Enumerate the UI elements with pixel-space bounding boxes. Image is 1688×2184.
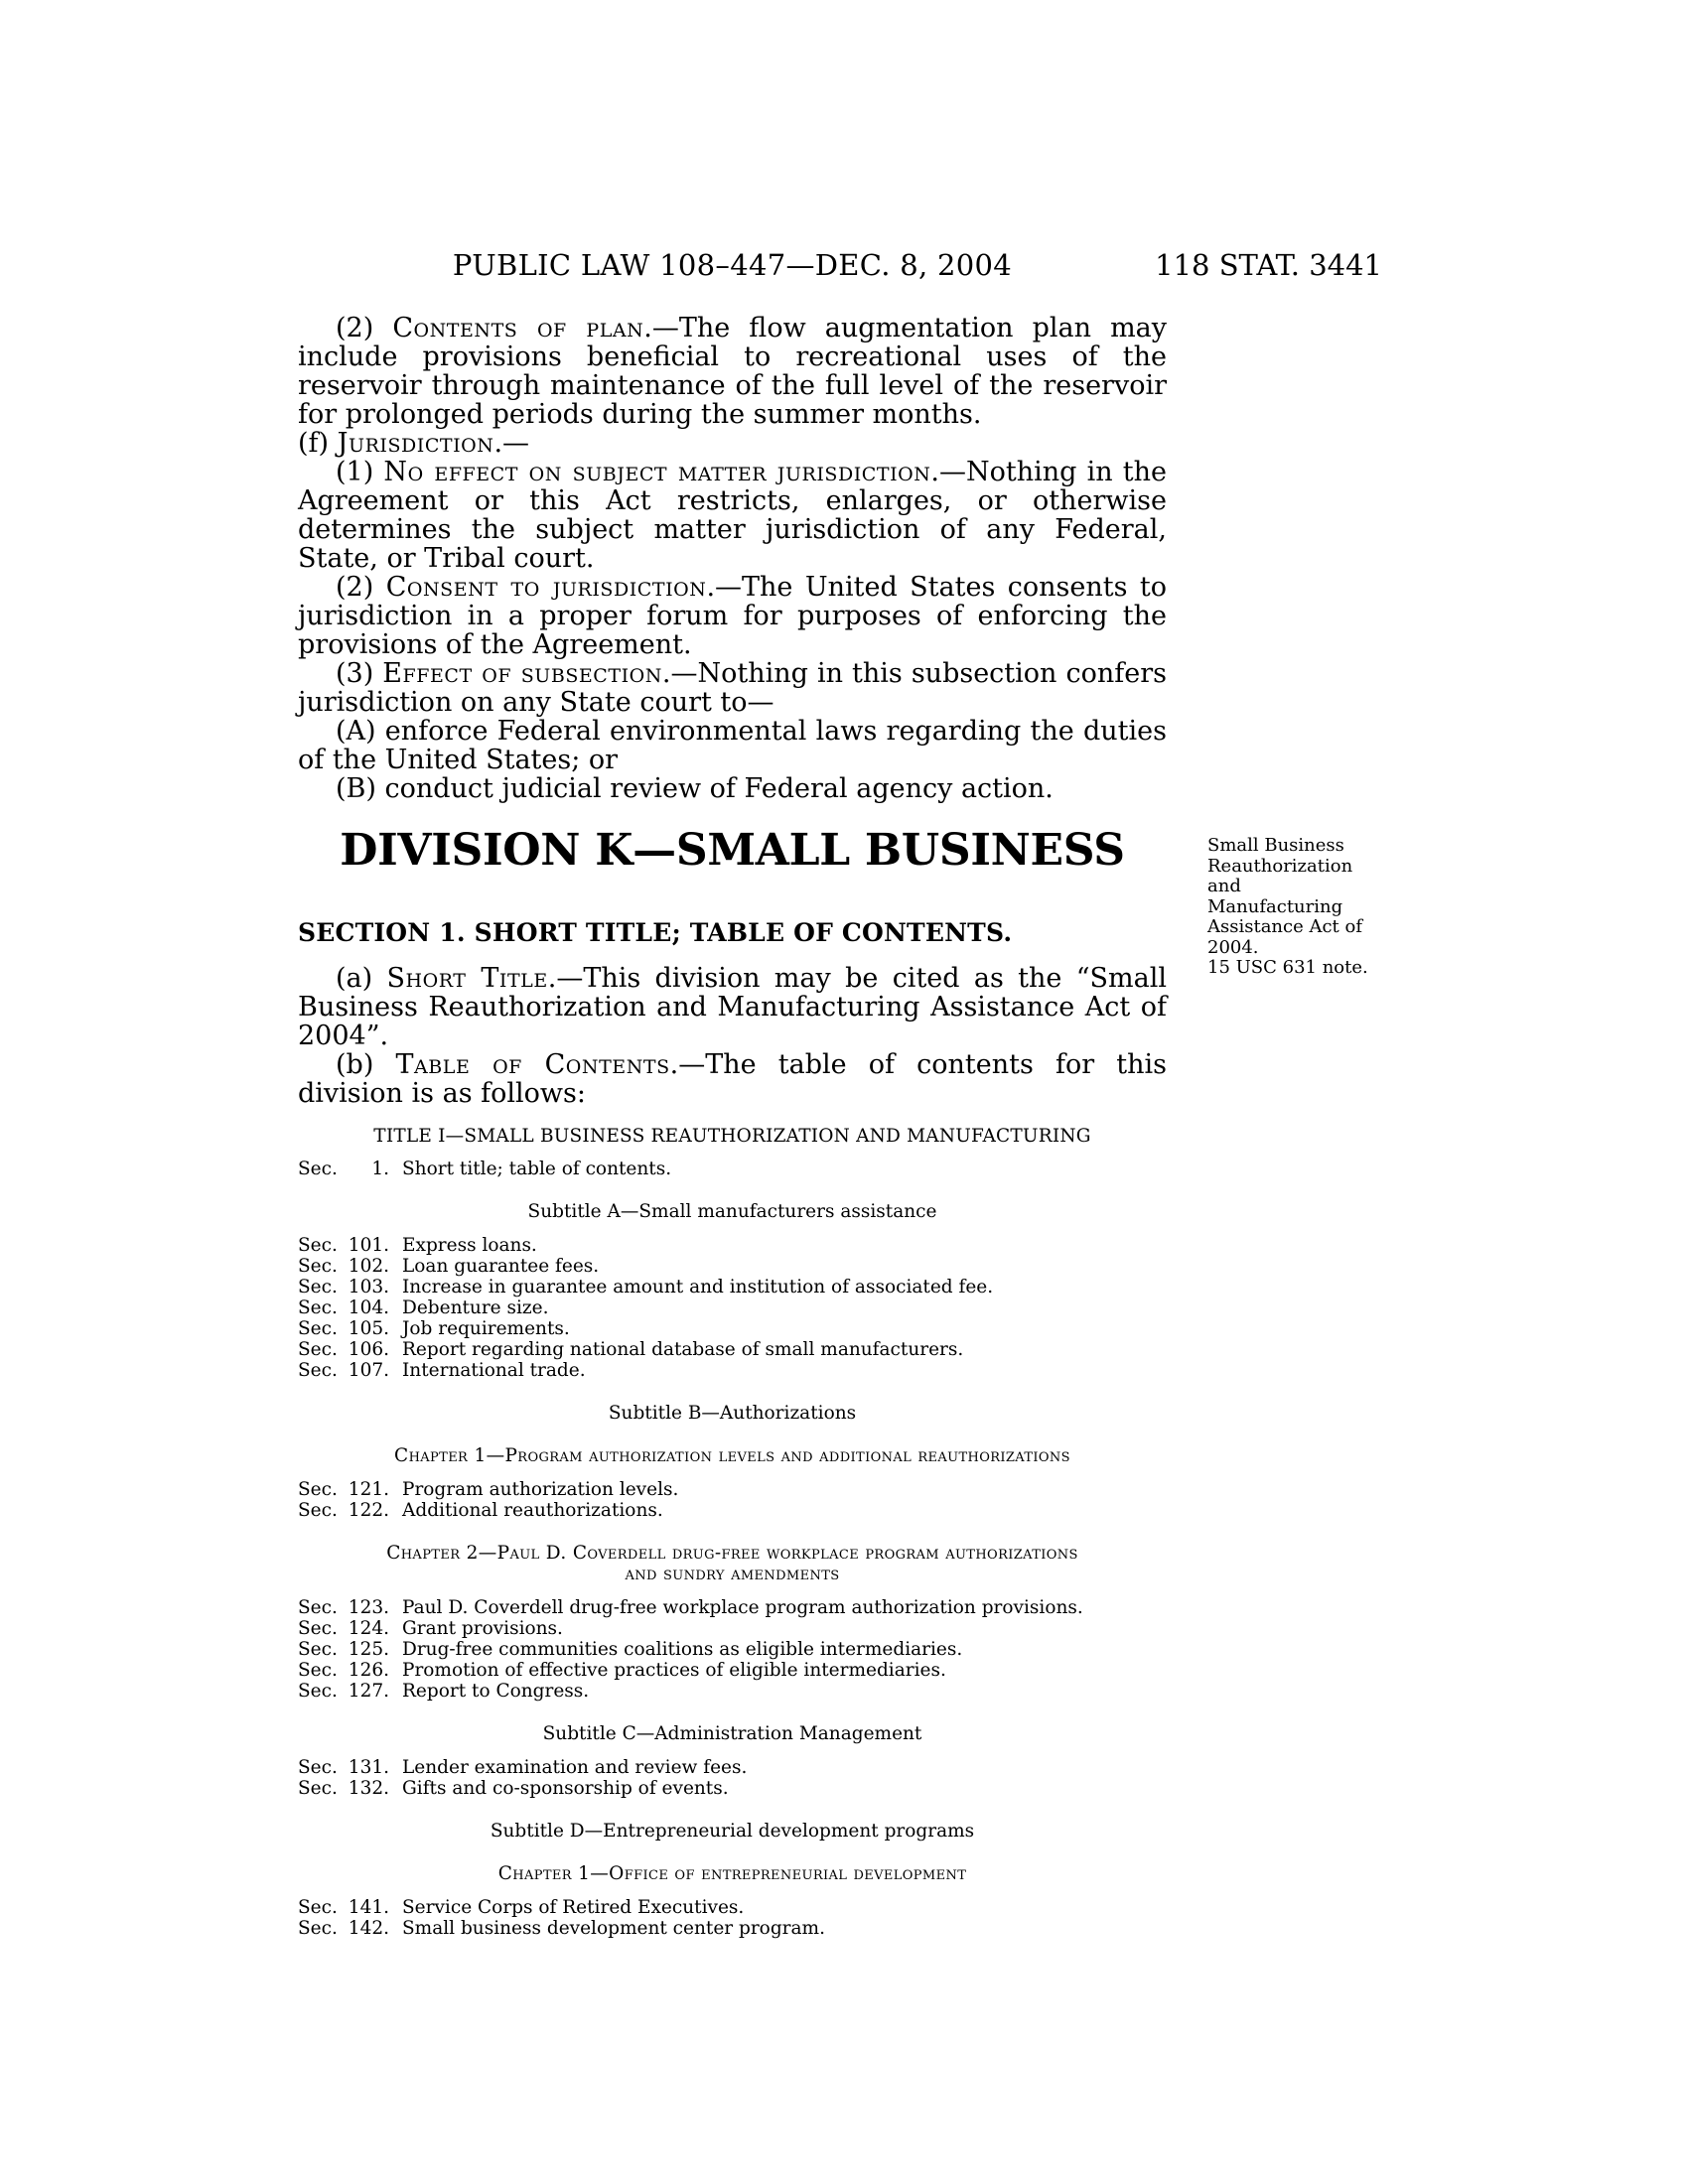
body-paragraph [298, 429, 1167, 458]
paragraph-text: .—Nothing in the Agreement or this Act restricts, enlarges, or otherwise determines the subject matter jurisdiction of any Federal, State, or Tribal court. [298, 457, 1167, 574]
toc-entry [298, 1897, 1167, 1918]
paragraph-text: .—The United States consents to jurisdiction in a proper forum for purposes of enforcing the provisions of the Agreement. [298, 572, 1168, 660]
toc-entry-text: Service Corps of Retired Executives. [402, 1897, 745, 1918]
smallcaps-term: Effect of subsection [382, 658, 662, 689]
toc-entry-number: 107. [348, 1360, 389, 1381]
toc-chapter-heading [298, 1445, 1167, 1466]
toc-entry-number: 127. [348, 1681, 389, 1702]
toc-entry-number: 101. [348, 1235, 389, 1256]
toc-entry-sec-label: Sec. [298, 1597, 338, 1618]
toc-entry-sec-label: Sec. [298, 1918, 338, 1939]
toc-entry-sec-label: Sec. [298, 1757, 338, 1778]
toc-entry [298, 1235, 1167, 1256]
toc-chapter-heading [298, 1863, 1167, 1884]
toc-entry-text: Express loans. [402, 1235, 537, 1256]
toc-entry-number: 1. [371, 1159, 389, 1179]
toc-entry [298, 1339, 1167, 1360]
toc-entry [298, 1681, 1167, 1702]
toc-entry-text: International trade. [402, 1360, 586, 1381]
toc-entry-sec-label: Sec. [298, 1639, 338, 1660]
margin-note [1207, 958, 1392, 979]
main-text-column [298, 314, 1167, 1939]
toc-subtitle-heading: Subtitle D—Entrepreneurial development programs [490, 1821, 975, 1842]
body-paragraph [298, 458, 1167, 573]
toc-entry-text: Promotion of effective practices of eligible intermediaries. [402, 1660, 946, 1681]
paragraph-text: .—Nothing in this subsection confers jurisdiction on any State court to— [298, 658, 1167, 718]
toc-entry-text: Report regarding national database of small manufacturers. [402, 1339, 964, 1360]
body-paragraphs-section [298, 964, 1167, 1108]
paragraph-text: (3) [336, 658, 383, 689]
paragraph-text: (1) [336, 457, 384, 487]
toc-entry [298, 1297, 1167, 1318]
toc-entry-text: Lender examination and review fees. [402, 1757, 748, 1778]
toc-entry [298, 1277, 1167, 1297]
paragraph-text: (2) [336, 313, 393, 343]
toc-entry [298, 1597, 1167, 1618]
smallcaps-term: No effect on subject matter jurisdiction [383, 457, 931, 487]
paragraph-text: (A) enforce Federal environmental laws regarding the duties of the United States; or [298, 716, 1167, 775]
toc-entry-sec-label: Sec. [298, 1681, 338, 1702]
toc-entry-text: Gifts and co-sponsorship of events. [402, 1778, 729, 1799]
toc-entry-sec-label: Sec. [298, 1897, 338, 1918]
body-paragraphs-top [298, 314, 1167, 803]
toc-entry-number: 132. [348, 1778, 389, 1799]
toc-entry-sec-label: Sec. [298, 1479, 338, 1500]
smallcaps-term: Short Title [386, 963, 548, 994]
toc-chapter-heading [298, 1543, 1167, 1584]
toc-entry-number: 102. [348, 1256, 389, 1277]
toc-entry-sec-label: Sec. [298, 1500, 338, 1521]
toc-entry-text: Program authorization levels. [402, 1479, 679, 1500]
toc-entry [298, 1318, 1167, 1339]
paragraph-text: (f) [298, 428, 338, 459]
toc-entry-sec-label: Sec. [298, 1159, 338, 1179]
toc-entry [298, 1639, 1167, 1660]
toc-entry-number: 123. [348, 1597, 389, 1618]
toc-entry [298, 1479, 1167, 1500]
toc-entry-number: 121. [348, 1479, 389, 1500]
toc-entry [298, 1360, 1167, 1381]
margin-note [1207, 836, 1392, 958]
toc-entry-number: 104. [348, 1297, 389, 1318]
smallcaps-term: Contents of plan [392, 313, 644, 343]
margin-note-line: 2004. [1207, 936, 1259, 958]
toc-entry-text: Grant provisions. [402, 1618, 563, 1639]
body-paragraph [298, 717, 1167, 774]
body-paragraph [298, 573, 1167, 659]
body-paragraph [298, 314, 1167, 429]
paragraph-text: (2) [336, 572, 386, 603]
running-header-stat-number: 118 STAT. 3441 [1155, 248, 1382, 282]
paragraph-text: (a) [336, 963, 387, 994]
toc-entry-sec-label: Sec. [298, 1277, 338, 1297]
table-of-contents [298, 1126, 1167, 1939]
toc-entry-text: Drug-free communities coalitions as eligible intermediaries. [402, 1639, 963, 1660]
toc-entry-text: Short title; table of contents. [402, 1159, 672, 1179]
toc-entry [298, 1159, 1167, 1179]
section-heading: SECTION 1. SHORT TITLE; TABLE OF CONTENTS. [298, 918, 1013, 947]
toc-entry-text: Job requirements. [402, 1318, 570, 1339]
toc-chapter-line: Chapter 2—Paul D. Coverdell drug-free workplace program authorizations [386, 1543, 1078, 1564]
toc-entry-text: Loan guarantee fees. [402, 1256, 600, 1277]
toc-entry-number: 131. [348, 1757, 389, 1778]
toc-entry-number: 142. [348, 1918, 389, 1939]
toc-entry-number: 122. [348, 1500, 389, 1521]
toc-entry-text: Additional reauthorizations. [402, 1500, 663, 1521]
toc-entry [298, 1660, 1167, 1681]
margin-note-line: Reauthorization [1207, 855, 1353, 877]
toc-entry-sec-label: Sec. [298, 1318, 338, 1339]
toc-entry-text: Small business development center program. [402, 1918, 825, 1939]
toc-entry-sec-label: Sec. [298, 1360, 338, 1381]
toc-entry-sec-label: Sec. [298, 1235, 338, 1256]
toc-entry-sec-label: Sec. [298, 1618, 338, 1639]
paragraph-text: (B) conduct judicial review of Federal agency action. [336, 773, 1054, 804]
toc-entry [298, 1618, 1167, 1639]
margin-notes-column [1207, 836, 1392, 979]
toc-subtitle-heading: Subtitle C—Administration Management [542, 1723, 922, 1744]
toc-entry-text: Debenture size. [402, 1297, 549, 1318]
paragraph-text: .—The table of contents for this division is as follows: [298, 1049, 1167, 1109]
margin-note-line: 15 USC 631 note. [1207, 957, 1368, 978]
toc-entry [298, 1500, 1167, 1521]
toc-entry-number: 141. [348, 1897, 389, 1918]
smallcaps-term: Table of Contents [395, 1049, 670, 1080]
body-paragraph [298, 964, 1167, 1050]
running-header-law-title: PUBLIC LAW 108–447—DEC. 8, 2004 [452, 248, 1013, 282]
margin-note-line: and [1207, 876, 1241, 896]
toc-entry-sec-label: Sec. [298, 1297, 338, 1318]
toc-title-heading: TITLE I—SMALL BUSINESS REAUTHORIZATION AND MANUFACTURING [373, 1126, 1091, 1147]
body-paragraph [298, 1050, 1167, 1108]
toc-chapter-line: and sundry amendments [625, 1564, 840, 1584]
paragraph-text: .— [493, 428, 530, 459]
body-paragraph [298, 774, 1167, 803]
toc-entry-number: 125. [348, 1639, 389, 1660]
paragraph-text: .—This division may be cited as the “Small Business Reauthorization and Manufacturing Assistance Act of 2004”. [298, 963, 1167, 1051]
paragraph-text: .—The flow augmentation plan may include provisions beneficial to recreational uses of the reservoir through maintenance of the full level of the reservoir for prolonged periods during the summer months. [298, 313, 1168, 430]
toc-entry-text: Report to Congress. [402, 1681, 590, 1702]
toc-entry-sec-label: Sec. [298, 1660, 338, 1681]
margin-note-line: Small Business [1207, 835, 1344, 856]
toc-entry [298, 1256, 1167, 1277]
toc-entry-text: Paul D. Coverdell drug-free workplace program authorization provisions. [402, 1597, 1083, 1618]
division-heading: DIVISION K—SMALL BUSINESS [340, 825, 1125, 876]
toc-entry-sec-label: Sec. [298, 1778, 338, 1799]
toc-entry [298, 1778, 1167, 1799]
toc-entry-number: 105. [348, 1318, 389, 1339]
toc-entry [298, 1757, 1167, 1778]
body-paragraph [298, 659, 1167, 717]
margin-note-line: Assistance Act of [1207, 916, 1363, 937]
toc-chapter-line: Chapter 1—Program authorization levels and additional reauthorizations [394, 1445, 1070, 1466]
smallcaps-term: Consent to jurisdiction [385, 572, 707, 603]
toc-subtitle-heading: Subtitle B—Authorizations [608, 1403, 857, 1424]
margin-note-line: Manufacturing [1207, 895, 1343, 917]
toc-subtitle-heading: Subtitle A—Small manufacturers assistance [527, 1201, 937, 1222]
toc-entry-number: 103. [348, 1277, 389, 1297]
toc-entry-number: 126. [348, 1660, 389, 1681]
toc-entry-text: Increase in guarantee amount and institution of associated fee. [402, 1277, 994, 1297]
toc-entry-sec-label: Sec. [298, 1256, 338, 1277]
toc-entry-number: 106. [348, 1339, 389, 1360]
toc-entry-number: 124. [348, 1618, 389, 1639]
toc-entry-sec-label: Sec. [298, 1339, 338, 1360]
toc-entry [298, 1918, 1167, 1939]
toc-chapter-line: Chapter 1—Office of entrepreneurial development [497, 1863, 967, 1884]
paragraph-text: (b) [336, 1049, 396, 1080]
smallcaps-term: Jurisdiction [337, 428, 494, 459]
running-header [298, 248, 1382, 284]
